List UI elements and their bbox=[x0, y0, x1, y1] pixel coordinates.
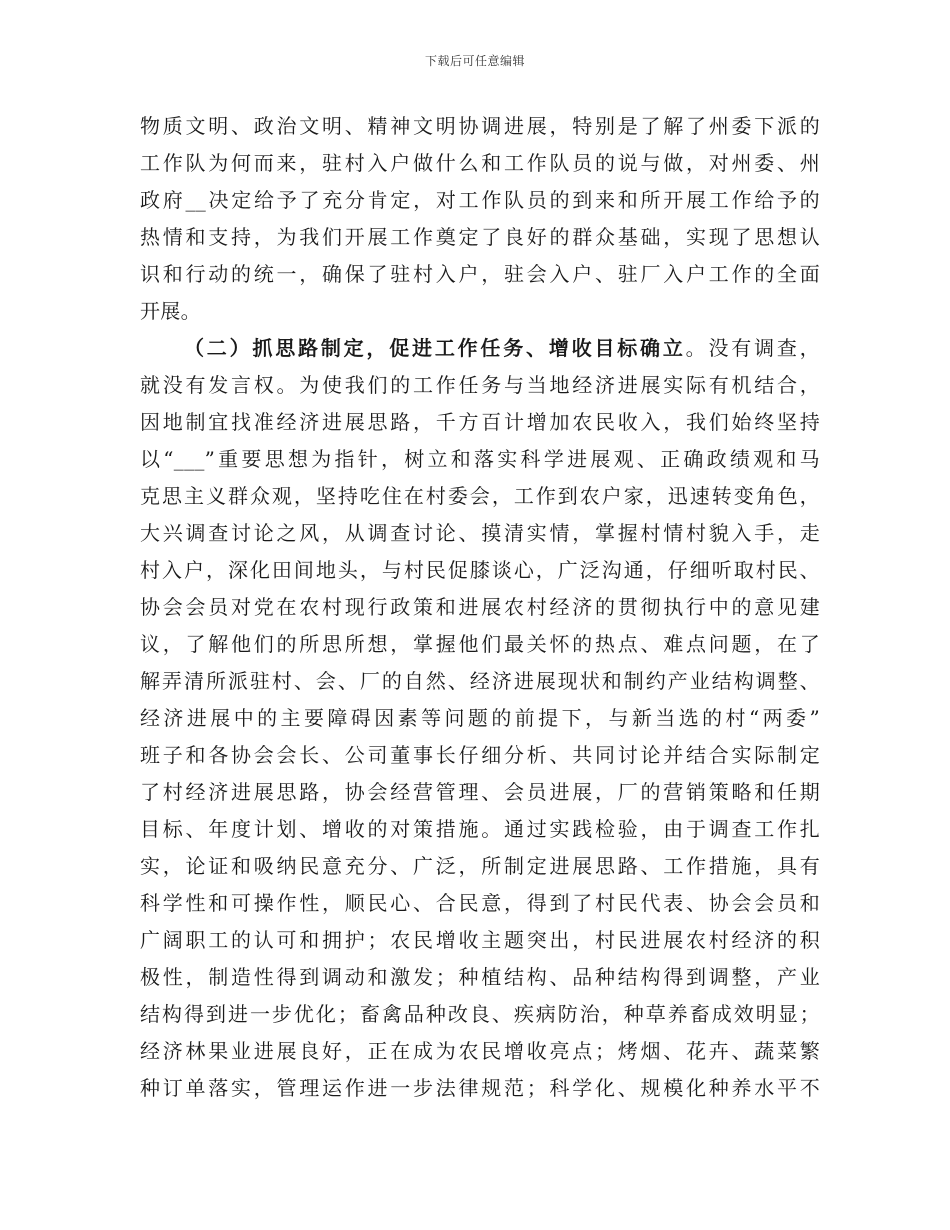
section-heading: （二）抓思路制定，促进工作任务、增收目标确立 bbox=[184, 336, 686, 360]
text-line: 广阔职工的认可和拥护；农民增收主题突出，村民进展农村经济的积 bbox=[140, 928, 820, 952]
text-line: 村入户，深化田间地头，与村民促膝谈心，广泛沟通，仔细听取村民、 bbox=[140, 558, 820, 582]
text-line: 以“___”重要思想为指针，树立和落实科学进展观、正确政绩观和马 bbox=[140, 447, 820, 471]
text-line: 经济林果业进展良好，正在成为农民增收亮点；烤烟、花卉、蔬菜繁 bbox=[140, 1039, 820, 1063]
heading-trailing-text: 。没有调查， bbox=[685, 336, 820, 360]
text-line: 结构得到进一步优化；畜禽品种改良、疾病防治，种草养畜成效明显； bbox=[140, 1002, 820, 1026]
document-body bbox=[140, 108, 820, 1107]
text-line: 热情和支持，为我们开展工作奠定了良好的群众基础，实现了思想认 bbox=[140, 225, 820, 249]
text-line: 物质文明、政治文明、精神文明协调进展，特别是了解了州委下派的 bbox=[140, 114, 820, 138]
paragraph-1 bbox=[140, 108, 820, 330]
text-line: 极性，制造性得到调动和激发；种植结构、品种结构得到调整，产业 bbox=[140, 965, 820, 989]
text-line: 就没有发言权。为使我们的工作任务与当地经济进展实际有机结合， bbox=[140, 373, 820, 397]
text-line: 协会会员对党在农村现行政策和进展农村经济的贯彻执行中的意见建 bbox=[140, 595, 820, 619]
text-line: 识和行动的统一，确保了驻村入户，驻会入户、驻厂入户工作的全面 bbox=[140, 262, 820, 286]
text-line: 大兴调查讨论之风，从调查讨论、摸清实情，掌握村情村貌入手，走 bbox=[140, 521, 820, 545]
text-line: 克思主义群众观，坚持吃住在村委会，工作到农户家，迅速转变角色， bbox=[140, 484, 820, 508]
text-line: 实，论证和吸纳民意充分、广泛，所制定进展思路、工作措施，具有 bbox=[140, 854, 820, 878]
text-line: 开展。 bbox=[140, 299, 201, 323]
text-line: 工作队为何而来，驻村入户做什么和工作队员的说与做，对州委、州 bbox=[140, 151, 820, 175]
text-line: 科学性和可操作性，顺民心、合民意，得到了村民代表、协会会员和 bbox=[140, 891, 820, 915]
text-line: 议，了解他们的所思所想，掌握他们最关怀的热点、难点问题，在了 bbox=[140, 632, 820, 656]
text-line: 目标、年度计划、增收的对策措施。通过实践检验，由于调查工作扎 bbox=[140, 817, 820, 841]
text-line: 政府__决定给予了充分肯定，对工作队员的到来和所开展工作给予的 bbox=[140, 188, 820, 212]
paragraph-2 bbox=[140, 330, 820, 1107]
text-line: 解弄清所派驻村、会、厂的自然、经济进展现状和制约产业结构调整、 bbox=[140, 669, 820, 693]
text-line: 了村经济进展思路，协会经营管理、会员进展，厂的营销策略和任期 bbox=[140, 780, 820, 804]
text-line: 因地制宜找准经济进展思路，千方百计增加农民收入，我们始终坚持 bbox=[140, 410, 820, 434]
text-line: 经济进展中的主要障碍因素等问题的前提下，与新当选的村“两委” bbox=[140, 706, 820, 730]
text-line: 班子和各协会会长、公司董事长仔细分析、共同讨论并结合实际制定 bbox=[140, 743, 820, 767]
paragraph-2-first-line bbox=[140, 330, 820, 367]
page-header: 下载后可任意编辑 bbox=[424, 54, 525, 68]
text-line: 种订单落实，管理运作进一步法律规范；科学化、规模化种养水平不 bbox=[140, 1076, 820, 1100]
